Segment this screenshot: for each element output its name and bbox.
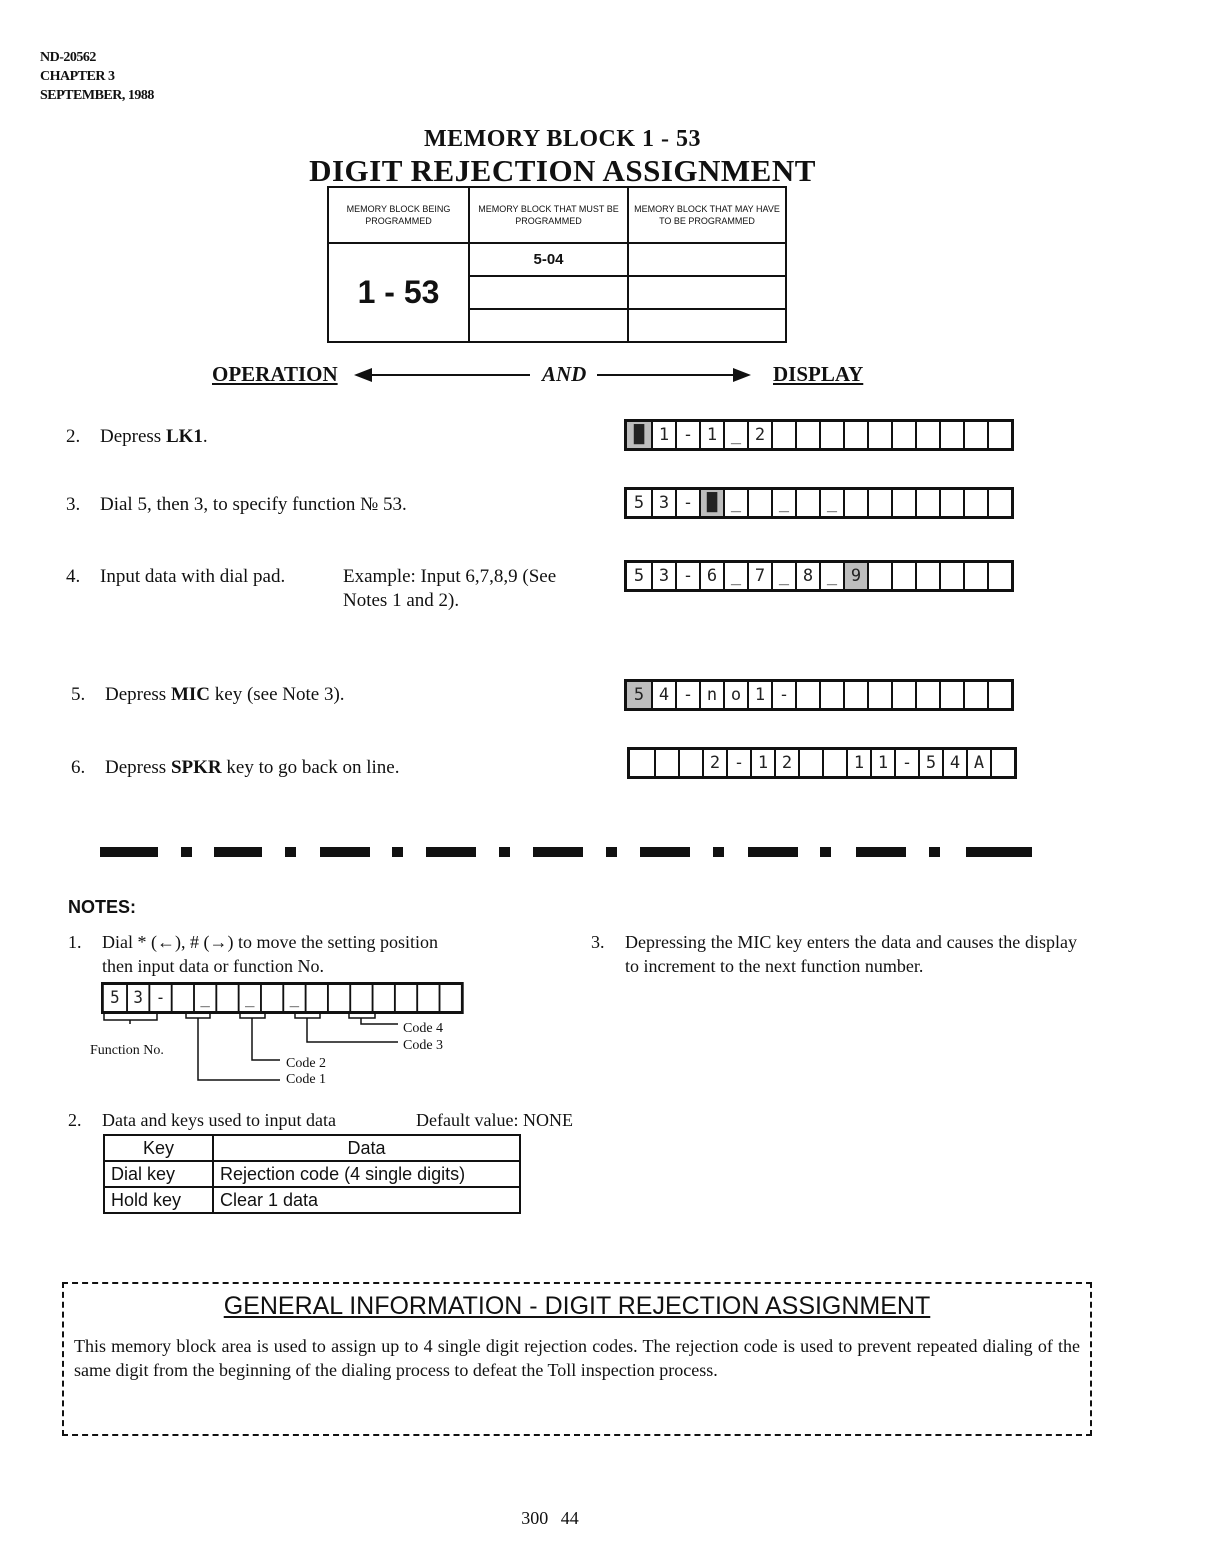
lcd-cell: _: [723, 422, 747, 448]
lcd-cell: 2: [747, 422, 771, 448]
lcd-cell: 1: [651, 422, 675, 448]
lcd-cell: _: [723, 490, 747, 516]
operation-label: OPERATION: [212, 362, 338, 386]
memory-block-table: [327, 186, 787, 343]
col-header-being-programmed: MEMORY BLOCK BEING PROGRAMMED: [328, 187, 469, 243]
dash-segment: [820, 847, 831, 857]
lcd-cell: [939, 422, 963, 448]
label-function-no: Function No.: [90, 1043, 164, 1058]
lcd-cell: [939, 490, 963, 516]
lcd-cell: 1: [750, 750, 774, 776]
step-2: [66, 425, 606, 451]
default-value: Default value: NONE: [416, 1110, 573, 1130]
lcd-cell: [678, 750, 702, 776]
lcd-cell: 3: [651, 490, 675, 516]
keys-header-data: Data: [213, 1135, 520, 1161]
lcd-cell: [915, 682, 939, 708]
lcd-cell: [990, 750, 1014, 776]
lcd-cell: [939, 563, 963, 589]
leader-code4: [361, 1018, 398, 1024]
dash-segment: [499, 847, 510, 857]
lcd-display-step5: [624, 679, 1014, 711]
lcd-cell: [327, 985, 349, 1011]
lcd-cell: 1: [747, 682, 771, 708]
note-3: [591, 930, 1079, 1006]
note-number: 2.: [68, 1110, 82, 1130]
dash-segment: [392, 847, 403, 857]
lcd-cell: [394, 985, 416, 1011]
block-being-programmed: 1 - 53: [328, 243, 469, 342]
lcd-cell: [843, 422, 867, 448]
table-row: [104, 1161, 520, 1187]
lcd-cell: _: [282, 985, 304, 1011]
lcd-cell: [215, 985, 237, 1011]
date: SEPTEMBER, 1988: [40, 88, 154, 103]
lcd-cell: -: [675, 563, 699, 589]
lcd-cell: _: [771, 563, 795, 589]
dash-segment: [929, 847, 940, 857]
dash-segment: [856, 847, 906, 857]
lcd-cell: [867, 563, 891, 589]
lcd-cell: 9: [843, 563, 867, 589]
lcd-cell: [867, 422, 891, 448]
lcd-cell: 2: [702, 750, 726, 776]
lcd-cell: _: [819, 563, 843, 589]
lcd-cell: [963, 422, 987, 448]
label-code4: Code 4: [403, 1021, 444, 1036]
lcd-cell: [372, 985, 394, 1011]
operation-display-header: [212, 362, 884, 388]
lcd-cell: [416, 985, 438, 1011]
leader-code2: [252, 1018, 280, 1060]
lcd-cell: [795, 422, 819, 448]
col-header-must-be-programmed: MEMORY BLOCK THAT MUST BE PROGRAMMED: [469, 187, 628, 243]
lcd-cell: _: [819, 490, 843, 516]
note-line: Dial * (←), # (→) to move the setting position: [102, 932, 438, 952]
lcd-cell: -: [675, 490, 699, 516]
lcd-cell: -: [771, 682, 795, 708]
lcd-cell: o: [723, 682, 747, 708]
lcd-cell: _: [238, 985, 260, 1011]
must-cell: 5-04: [469, 243, 628, 276]
lcd-cell: A: [966, 750, 990, 776]
lcd-cell: [843, 682, 867, 708]
lcd-cell: [891, 563, 915, 589]
must-cell: [469, 309, 628, 342]
lcd-cell: [867, 490, 891, 516]
step-text: Depress MIC key (see Note 3).: [105, 684, 345, 705]
general-info-body: This memory block area is used to assign up to 4 single digit rejection codes. The rejection code is used to prevent repeated dialing of the same digit from the beginning of the dialing process to defeat the Toll inspection process.: [74, 1336, 1080, 1380]
lcd-cell: [963, 563, 987, 589]
may-cell: [628, 276, 786, 309]
key-cell: Hold key: [104, 1187, 213, 1213]
display-label: DISPLAY: [773, 362, 864, 386]
step-number: 2.: [66, 426, 81, 447]
step-5: [71, 683, 611, 709]
may-cell: [628, 309, 786, 342]
dash-segment: [214, 847, 262, 857]
lcd-cell: [798, 750, 822, 776]
lcd-cell: _: [193, 985, 215, 1011]
lcd-cell: -: [675, 422, 699, 448]
lcd-cell: 4: [651, 682, 675, 708]
lcd-cell: [915, 563, 939, 589]
lcd-display-step6: [627, 747, 1017, 779]
lcd-cell: [305, 985, 327, 1011]
lcd-cell: [171, 985, 193, 1011]
lcd-cell: [819, 422, 843, 448]
bracket-function-no: [104, 1012, 157, 1020]
lcd-display-step4: [624, 560, 1014, 592]
bracket-code2: [240, 1012, 265, 1018]
may-cell: [628, 243, 786, 276]
lcd-cell: [963, 682, 987, 708]
lcd-cell: _: [723, 563, 747, 589]
bracket-code4: [349, 1012, 375, 1018]
lcd-cell: 1: [846, 750, 870, 776]
note-text: Data and keys used to input data: [102, 1110, 336, 1130]
lcd-cell: 1: [699, 422, 723, 448]
label-code3: Code 3: [403, 1038, 444, 1053]
data-cell: Rejection code (4 single digits): [213, 1161, 520, 1187]
lcd-cell: █: [627, 422, 651, 448]
dash-segment: [533, 847, 583, 857]
lcd-cell: -: [148, 985, 170, 1011]
leader-code1: [198, 1018, 280, 1080]
lcd-cell: [987, 682, 1011, 708]
bracket-code1: [186, 1012, 210, 1018]
lcd-cell: [822, 750, 846, 776]
step-example-cont: Notes 1 and 2).: [343, 590, 460, 611]
dash-segment: [181, 847, 192, 857]
lcd-cell: 4: [942, 750, 966, 776]
lcd-cell: 5: [110, 988, 120, 1008]
note-1: [68, 930, 548, 982]
step-number: 6.: [71, 757, 86, 778]
key-cell: Dial key: [104, 1161, 213, 1187]
notes-heading: NOTES:: [68, 897, 137, 917]
doc-number: ND-20562: [40, 50, 96, 65]
step-6: [71, 756, 611, 782]
general-info-box: [62, 1282, 1092, 1436]
label-code1: Code 1: [286, 1072, 327, 1087]
leader-code3: [307, 1018, 398, 1042]
dash-segment: [285, 847, 296, 857]
step-text: Input data with dial pad.: [100, 566, 286, 587]
lcd-cell: 5: [633, 566, 645, 586]
lcd-cell: [891, 682, 915, 708]
lcd-cell: [843, 490, 867, 516]
and-label: AND: [542, 362, 587, 386]
chapter: CHAPTER 3: [40, 69, 115, 84]
lcd-display-step3: [624, 487, 1014, 519]
lcd-cell: -: [726, 750, 750, 776]
lcd-cell: [891, 422, 915, 448]
lcd-cell: [630, 750, 654, 776]
step-example: Example: Input 6,7,8,9 (See: [343, 566, 557, 587]
lcd-cell: [963, 490, 987, 516]
lcd-cell: [987, 490, 1011, 516]
lcd-cell: 2: [774, 750, 798, 776]
lcd-cell: 5: [627, 682, 651, 708]
lcd-cell: 7: [747, 563, 771, 589]
note-text: Depressing the MIC key enters the data and causes the display to increment to the next function number.: [625, 932, 1077, 976]
lcd-cell: 6: [699, 563, 723, 589]
lcd-cell: [349, 985, 371, 1011]
lcd-cell: 1: [870, 750, 894, 776]
note-number: 3.: [591, 932, 605, 952]
table-row: [104, 1187, 520, 1213]
lcd-cell: [867, 682, 891, 708]
keys-header-key: Key: [104, 1135, 213, 1161]
lcd-cell: █: [699, 490, 723, 516]
lcd-cell: 5: [918, 750, 942, 776]
data-cell: Clear 1 data: [213, 1187, 520, 1213]
step-4: [66, 565, 626, 615]
col-header-may-have-to-be-programmed: MEMORY BLOCK THAT MAY HAVE TO BE PROGRAMMED: [628, 187, 786, 243]
step-number: 3.: [66, 494, 81, 515]
lcd-cell: [915, 422, 939, 448]
dash-segment: [320, 847, 370, 857]
lcd-cell: [987, 422, 1011, 448]
lcd-cell: [654, 750, 678, 776]
lcd-cell: -: [675, 682, 699, 708]
lcd-cell: n: [699, 682, 723, 708]
lcd-cell: [819, 682, 843, 708]
step-3: [66, 493, 606, 519]
must-cell: [469, 276, 628, 309]
step-number: 4.: [66, 566, 81, 587]
general-info-title: GENERAL INFORMATION - DIGIT REJECTION ASSIGNMENT: [223, 1292, 931, 1320]
lcd-cell: [987, 563, 1011, 589]
lcd-cell: [771, 422, 795, 448]
lcd-cell: [439, 985, 461, 1011]
lcd-cell: [795, 490, 819, 516]
dash-segment: [640, 847, 690, 857]
title-function: DIGIT REJECTION ASSIGNMENT: [309, 153, 816, 188]
right-arrow-icon: [597, 374, 745, 376]
step-text: Depress SPKR key to go back on line.: [105, 757, 400, 778]
note-line: then input data or function No.: [102, 956, 324, 976]
step-text: Depress LK1.: [100, 426, 208, 447]
lcd-cell: [260, 985, 282, 1011]
lcd-cell: _: [771, 490, 795, 516]
lcd-cell: 8: [795, 563, 819, 589]
title-memory-block: MEMORY BLOCK 1 - 53: [423, 126, 702, 152]
lcd-cell: 5: [633, 493, 645, 513]
dash-segment: [426, 847, 476, 857]
lcd-cell: 3: [651, 563, 675, 589]
lcd-cell: [915, 490, 939, 516]
lcd-cell: [795, 682, 819, 708]
keys-table: [103, 1134, 521, 1214]
step-text: Dial 5, then 3, to specify function № 53.: [100, 494, 407, 515]
note-number: 1.: [68, 932, 82, 952]
label-code2: Code 2: [286, 1056, 327, 1071]
dash-segment: [748, 847, 798, 857]
bracket-code3: [295, 1012, 320, 1018]
lcd-cell: 3: [126, 985, 148, 1011]
lcd-cell: -: [894, 750, 918, 776]
dash-segment: [966, 847, 1032, 857]
lcd-cell: [747, 490, 771, 516]
step-number: 5.: [71, 684, 86, 705]
lcd-cell: [891, 490, 915, 516]
lcd-display-step2: [624, 419, 1014, 451]
lcd-cell: [939, 682, 963, 708]
dash-segment: [606, 847, 617, 857]
note-2: [68, 1108, 628, 1134]
left-arrow-icon: [358, 374, 530, 376]
dash-segment: [100, 847, 158, 857]
page-number: 300 44: [521, 1508, 579, 1528]
dash-segment: [713, 847, 724, 857]
